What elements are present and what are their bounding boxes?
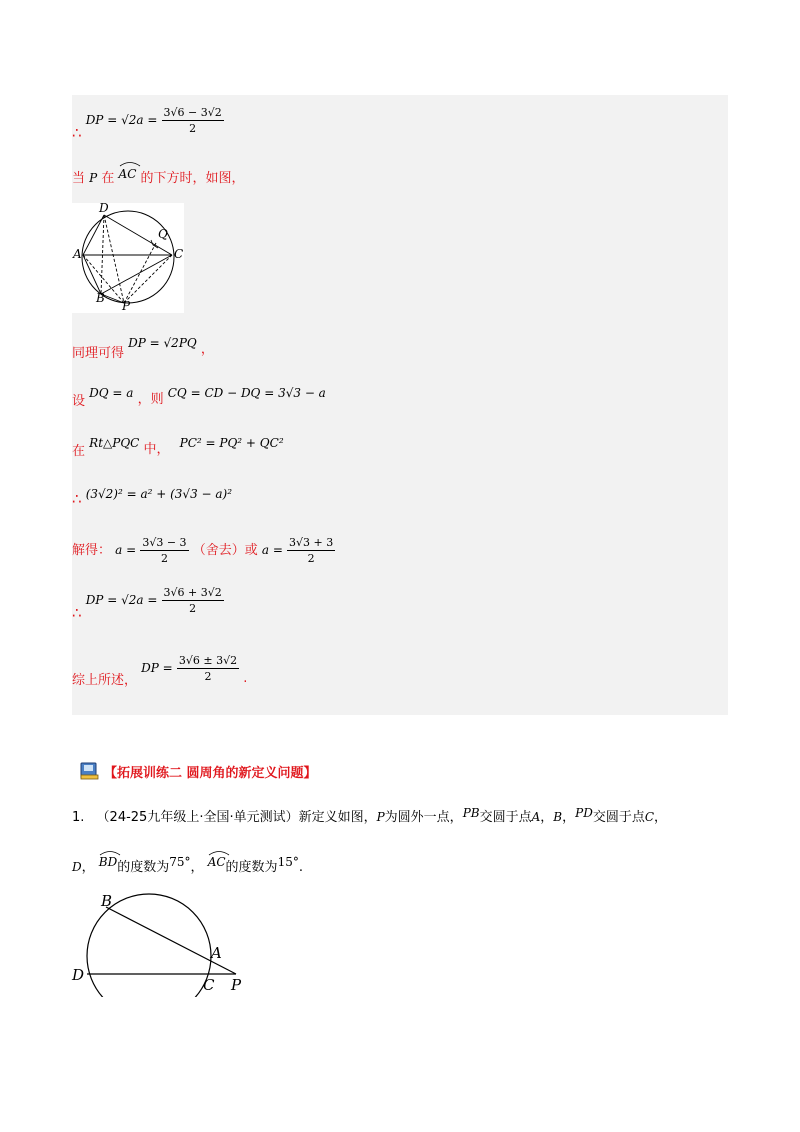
math-var: A [531, 810, 541, 824]
math: CQ = CD − DQ = 3√3 − a [167, 386, 326, 400]
math: Rt△PQC [89, 436, 140, 450]
denominator: 2 [189, 122, 197, 135]
book-icon [78, 760, 100, 782]
denominator: 2 [160, 552, 168, 565]
text: ， [562, 810, 576, 825]
fraction [287, 535, 335, 566]
text: ，则 [137, 392, 164, 407]
solution-line-1 [72, 105, 224, 142]
arc-ac [208, 855, 226, 869]
text: ， [540, 810, 554, 825]
arc-symbol-icon [119, 161, 141, 167]
label-p: P [122, 299, 131, 313]
denominator: 2 [204, 670, 212, 683]
solution-line-5 [72, 435, 284, 459]
fraction [162, 105, 224, 136]
label-b: B [96, 291, 105, 305]
math-var: P [376, 810, 385, 824]
text: 的度数为 [117, 860, 170, 875]
numerator: 3√6 ± 3√2 [178, 654, 238, 667]
text: . [298, 860, 303, 875]
math-var: PD [575, 806, 593, 820]
problem-line-1 [72, 806, 667, 825]
fraction [162, 585, 224, 616]
equation-lhs: DP = √2a = [85, 113, 158, 127]
math-var: C [644, 810, 655, 824]
text: （舍去）或 [192, 543, 258, 558]
label-c: C [203, 976, 215, 994]
text: 中， [143, 442, 170, 457]
math-var: PB [462, 806, 480, 820]
math: a = [115, 543, 137, 557]
geometry-diagram-1 [72, 203, 184, 313]
solution-line-7 [72, 535, 335, 566]
solution-line-9 [72, 653, 248, 688]
numerator: 3√6 − 3√2 [163, 106, 222, 119]
text: 的度数为 [225, 860, 278, 875]
therefore-symbol: ∴ [72, 124, 82, 142]
solution-panel [72, 95, 728, 715]
figure-circle-1 [72, 203, 184, 313]
solution-line-8 [72, 585, 224, 622]
math: DP = [141, 661, 173, 675]
numerator: 3√6 + 3√2 [163, 586, 222, 599]
text: 同理可得 [72, 346, 125, 361]
fraction [140, 535, 188, 566]
text: ， [200, 342, 214, 357]
problem-source: （24-25九年级上·全国·单元测试）新定义如图， [96, 810, 377, 825]
label-d: D [99, 201, 109, 215]
text: 为圆外一点， [384, 810, 463, 825]
arc-symbol-icon [208, 850, 230, 856]
math: DP = √2a = [85, 593, 158, 607]
text: ， [81, 860, 95, 875]
label-c: C [174, 247, 184, 261]
math-var: D [72, 860, 82, 874]
label-q: Q [158, 227, 168, 241]
numerator: 3√3 + 3 [289, 536, 334, 549]
text: . [243, 671, 248, 686]
math: DP = √2PQ [128, 336, 197, 350]
arc-label: AC [118, 167, 137, 181]
math-var: P [89, 171, 98, 185]
figure-circle-2 [70, 892, 260, 997]
therefore-symbol: ∴ [72, 490, 82, 508]
text: ， [654, 810, 668, 825]
text: 在 [101, 171, 115, 186]
label-d: D [72, 966, 85, 984]
label-b: B [101, 892, 113, 910]
section-heading [78, 760, 317, 782]
degree-value: 15° [277, 855, 299, 869]
denominator: 2 [307, 552, 315, 565]
problem-number: 1. [72, 810, 85, 825]
label-p: P [231, 976, 242, 994]
text: 设 [72, 394, 86, 409]
math: DQ = a [89, 386, 134, 400]
text: 的下方时，如图， [140, 171, 245, 186]
arc-bd [99, 855, 117, 869]
numerator: 3√3 − 3 [142, 536, 187, 549]
therefore-symbol: ∴ [72, 604, 82, 622]
problem-line-2 [72, 856, 303, 875]
solution-line-3 [72, 335, 214, 361]
text: 交圆于点 [479, 810, 532, 825]
solution-line-6 [72, 485, 233, 508]
label-a: A [211, 944, 222, 962]
arc-label: BD [98, 855, 118, 869]
degree-value: 75° [169, 855, 191, 869]
math: a = [261, 543, 283, 557]
math-var: B [553, 810, 563, 824]
arc-ac [119, 166, 137, 182]
denominator: 2 [189, 602, 197, 615]
text: 综上所述， [72, 673, 138, 688]
text: 在 [72, 444, 86, 459]
arc-symbol-icon [99, 850, 121, 856]
arc-label: AC [207, 855, 226, 869]
section-title: 【拓展训练二 圆周角的新定义问题】 [104, 765, 317, 781]
math: (3√2)² = a² + (3√3 − a)² [85, 487, 233, 501]
text: 交圆于点 [592, 810, 645, 825]
math: PC² = PQ² + QC² [179, 436, 284, 450]
text: ， [190, 860, 204, 875]
fraction [177, 653, 239, 684]
solution-line-2 [72, 167, 245, 187]
text: 当 [72, 171, 86, 186]
text: 解得： [72, 543, 112, 558]
label-a: A [73, 247, 82, 261]
solution-line-4 [72, 385, 326, 409]
